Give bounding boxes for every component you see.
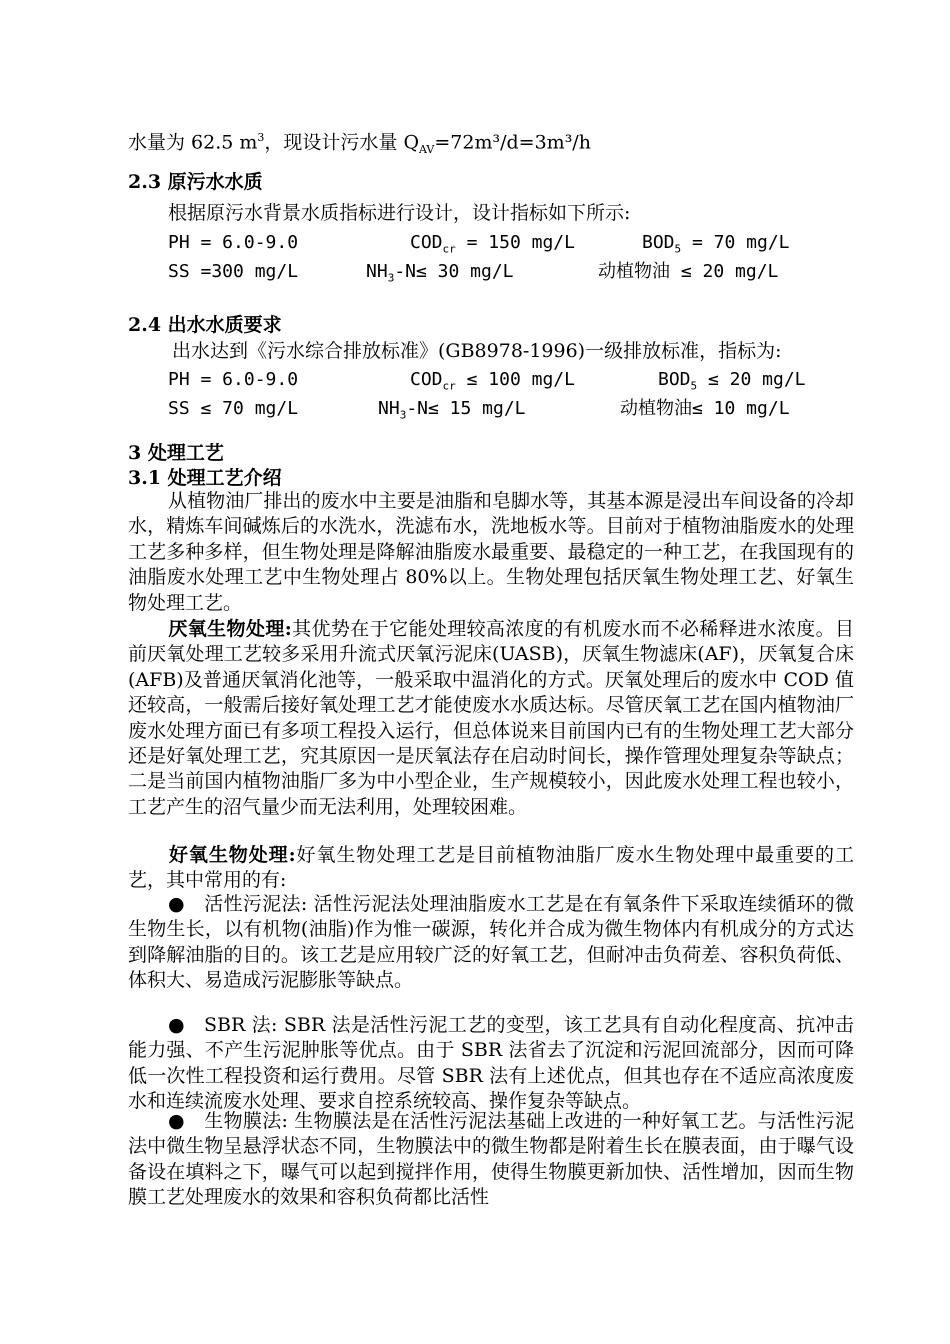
bullet-biofilm: ● 生物膜法: 生物膜法是在活性污泥法基础上改进的一种好氧工艺。与活性污泥法中微生物呈悬浮状态不同，生物膜法中的微生物都是附着生长在膜表面，由于曝气设备设在填料之下，曝气可以起到搅拌作用，使得生物膜更新加快、活性增加，因而生物膜工艺处理废水的效果和容积负荷都比活性 <box>128 1110 854 1209</box>
section-2-3-heading: 2.3 原污水水质 <box>128 171 263 193</box>
bullet-icon: ● <box>168 1014 185 1036</box>
paragraph-intro: 从植物油厂排出的废水中主要是油脂和皂脚水等，其基本源是浸出车间设备的冷却水，精炼车间碱炼后的水洗水，洗滤布水，洗地板水等。目前对于植物油脂废水的处理工艺多种多样，但生物处理是降解油脂废水最重要、最稳定的一种工艺，在我国现有的油脂废水处理工艺中生物处理占 80%以上。生物处理包括厌氧生物处理工艺、好氧生物处理工艺。 <box>128 490 854 614</box>
section-2-3-intro: 根据原污水背景水质指标进行设计，设计指标如下所示: <box>168 202 631 224</box>
bod-value: $BOD_5 = 70$ mg/L <box>642 232 790 256</box>
nh3n-value: $NH_3-N\le 15$ mg/L <box>378 398 526 422</box>
section-2-4-intro: 出水达到《污水综合排放标准》(GB8978-1996)一级排放标准，指标为: <box>172 340 782 362</box>
paragraph-anaerobic: 厌氧生物处理:其优势在于它能处理较高浓度的有机废水而不必稀释进水浓度。目前厌氧处理工艺较多采用升流式厌氧污泥床(UASB)，厌氧生物滤床(AF)，厌氧复合床(AFB)及普通厌氧消化池等，一般采取中温消化的方式。厌氧处理后的废水中 COD 值还较高，一般需后接好氧处理工艺才能使废水水质达标。尽管厌氧工艺在国内植物油厂废水处理方面已有多项工程投入运行，但总体说来目前国内已有的生物处理工艺大部分还是好氧处理工艺，究其原因一是厌氧法存在启动时间长，操作管理处理复杂等缺点；二是当前国内植物油脂厂多为中小型企业，生产规模较小，因此废水处理工程也较小，工艺产生的沼气量少而无法利用，处理较困难。 <box>128 618 854 818</box>
nh3n-value: $NH_3-N\le 30$ mg/L <box>366 261 514 285</box>
section-2-4-heading: 2.4 出水水质要求 <box>128 314 282 336</box>
cod-value: $COD_{cr} \le 100$ mg/L <box>410 369 575 393</box>
bullet-icon: ● <box>168 1110 185 1132</box>
ph-value: PH = 6.0-9.0 <box>168 369 299 390</box>
oil-value: 动植物油≤ 10 mg/L <box>620 398 790 419</box>
ph-value: PH = 6.0-9.0 <box>168 232 299 253</box>
section-3-1-heading: 3.1 处理工艺介绍 <box>128 467 282 489</box>
bullet-icon: ● <box>168 893 185 915</box>
bullet-activated-sludge: ● 活性污泥法: 活性污泥法处理油脂废水工艺是在有氧条件下采取连续循环的微生物生长，以有机物(油脂)作为惟一碳源，转化并合成为微生物体内有机成分的方式达到降解油脂的目的。该工艺是应用较广泛的好氧工艺，但耐冲击负荷差、容积负荷低、体积大、易造成污泥膨胀等缺点。 <box>128 893 854 992</box>
section-3-heading: 3 处理工艺 <box>128 442 224 464</box>
ss-value: SS ≤ 70 mg/L <box>168 398 299 419</box>
cod-value: $COD_{cr} = 150$ mg/L <box>410 232 575 256</box>
bullet-sbr: ● SBR 法: SBR 法是活性污泥工艺的变型，该工艺具有自动化程度高、抗冲击能力强、不产生污泥肿胀等优点。由于 SBR 法省去了沉淀和污泥回流部分，因而可降低一次性工程投资和运行费用。尽管 SBR 法有上述优点，但其也存在不适应高浓度废水和连续流废水处理、要求自控系统较高、操作复杂等缺点。 <box>128 1014 854 1113</box>
bod-value: $BOD_5 \le 20$ mg/L <box>658 369 806 393</box>
oil-value: 动植物油 ≤ 20 mg/L <box>598 261 779 282</box>
flow-rate-line: 水量为 62.5 $m^3$，现设计污水量 $Q_{AV}=72m^3/d=3m^3/h$ <box>128 131 591 157</box>
paragraph-aerobic: 好氧生物处理:好氧生物处理工艺是目前植物油脂厂废水生物处理中最重要的工艺，其中常用的有: <box>128 844 854 892</box>
ss-value: SS =300 mg/L <box>168 261 299 282</box>
